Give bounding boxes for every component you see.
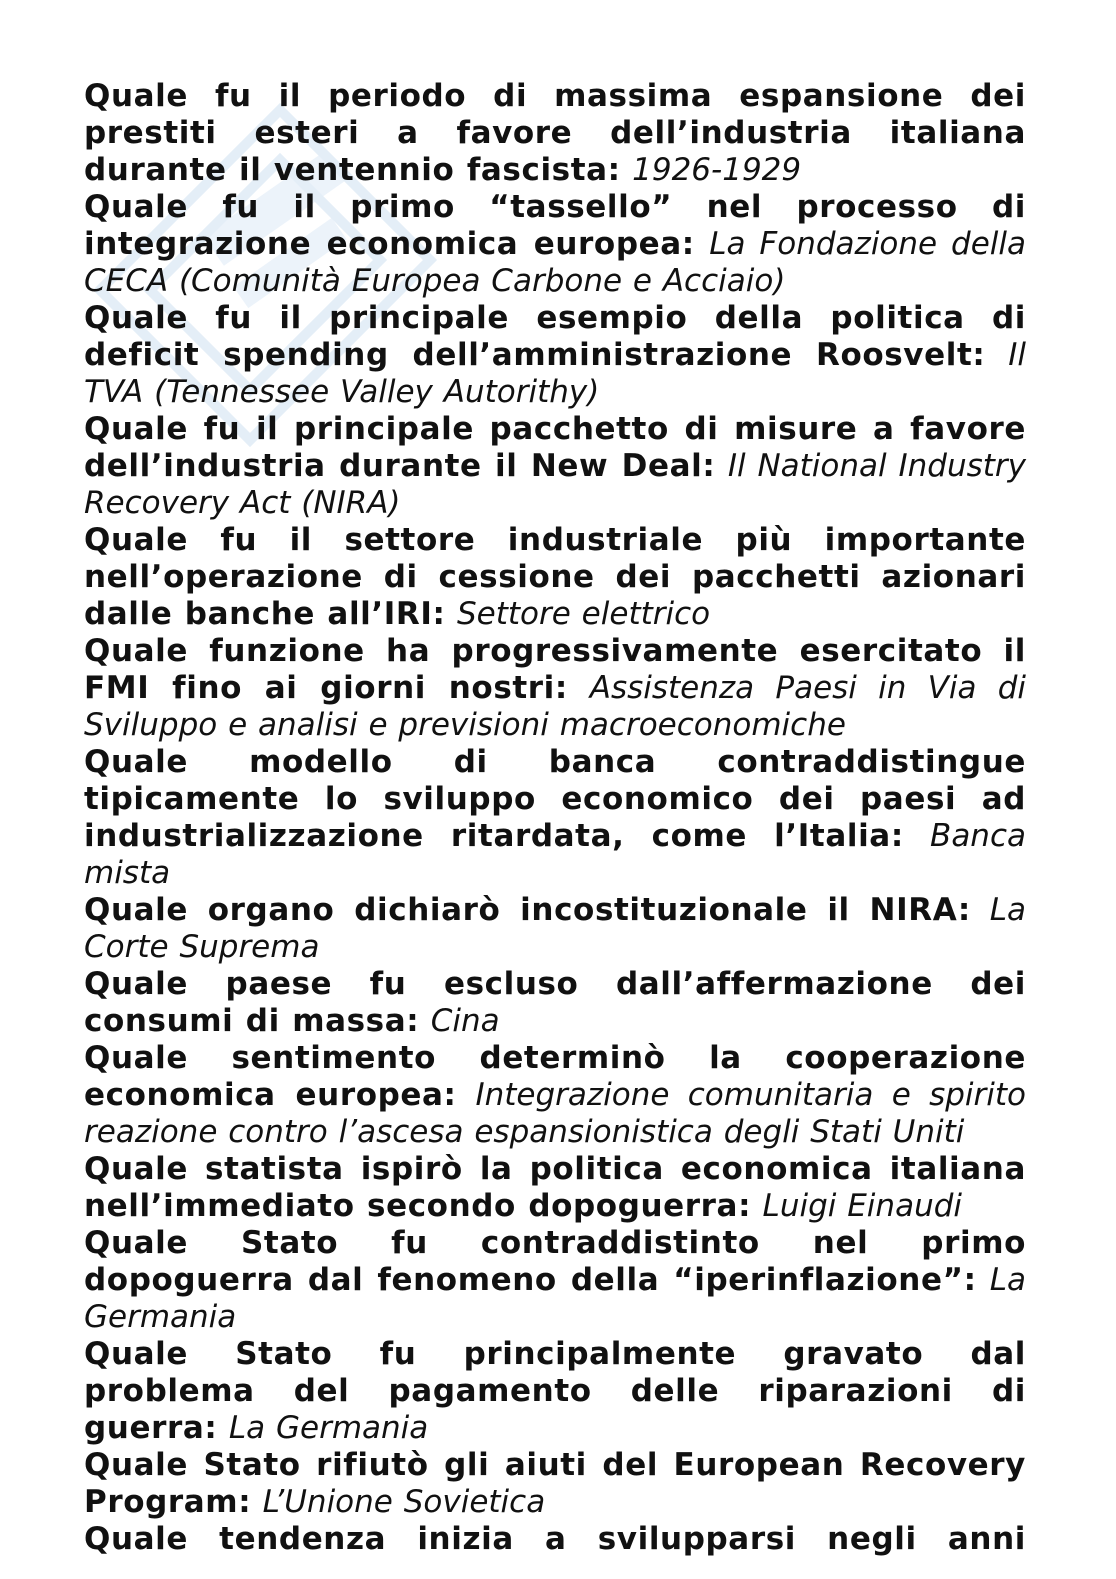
question-text: Quale funzione ha progressivamente esercitato il FMI fino ai giorni nostri: xyxy=(84,633,1026,706)
list-item xyxy=(84,189,1026,300)
answer-text: La Fondazione della CECA (Comunità Europea Carbone e Acciaio) xyxy=(84,226,1026,299)
question-text: Quale paese fu escluso dall’affermazione dei consumi di massa: xyxy=(84,966,1026,1039)
answer-text: Cina xyxy=(430,1003,500,1039)
answer-text: Il National Industry Recovery Act (NIRA) xyxy=(84,448,1026,521)
list-item xyxy=(84,892,1026,966)
question-text: Quale Stato rifiutò gli aiuti del European Recovery Program: xyxy=(84,1447,1026,1520)
question-text: Quale Stato fu principalmente gravato dal problema del pagamento delle riparazioni di guerra: xyxy=(84,1336,1026,1446)
answer-text: L’Unione Sovietica xyxy=(262,1484,546,1520)
answer-text: Assistenza Paesi in Via di Sviluppo e analisi e previsioni macroeconomiche xyxy=(84,670,1026,743)
answer-text: Settore elettrico xyxy=(456,596,711,632)
list-item xyxy=(84,411,1026,522)
qa-list xyxy=(84,78,1026,1558)
question-text: Quale fu il principale pacchetto di misure a favore dell’industria durante il New Deal: xyxy=(84,411,1026,484)
question-text: Quale fu il settore industriale più importante nell’operazione di cessione dei pacchetti azionari dalle banche all’IRI: xyxy=(84,522,1026,632)
answer-text: Integrazione comunitaria e spirito reazione contro l’ascesa espansionistica degli Stati Uniti xyxy=(84,1077,1026,1150)
list-item xyxy=(84,744,1026,892)
question-text: Quale fu il principale esempio della politica di deficit spending dell’amministrazione Roosvelt: xyxy=(84,300,1026,373)
list-item xyxy=(84,78,1026,189)
list-item xyxy=(84,1521,1026,1558)
question-text: Quale tendenza inizia a svilupparsi negli anni xyxy=(84,1521,1026,1557)
answer-text: La Germania xyxy=(84,1262,1026,1335)
question-text: Quale Stato fu contraddistinto nel primo dopoguerra dal fenomeno della “iperinflazione”: xyxy=(84,1225,1026,1298)
list-item xyxy=(84,633,1026,744)
answer-text: Banca mista xyxy=(84,818,1026,891)
list-item xyxy=(84,522,1026,633)
answer-text: 1926-1929 xyxy=(632,152,802,188)
list-item xyxy=(84,1151,1026,1225)
list-item xyxy=(84,1040,1026,1151)
question-text: Quale fu il periodo di massima espansione dei prestiti esteri a favore dell’industria italiana durante il ventennio fascista: xyxy=(84,78,1026,188)
answer-text: La Corte Suprema xyxy=(84,892,1026,965)
answer-text: La Germania xyxy=(228,1410,429,1446)
list-item xyxy=(84,1225,1026,1336)
question-text: Quale statista ispirò la politica economica italiana nell’immediato secondo dopoguerra: xyxy=(84,1151,1026,1224)
question-text: Quale modello di banca contraddistingue tipicamente lo sviluppo economico dei paesi ad industrializzazione ritardata, come l’Italia: xyxy=(84,744,1026,854)
list-item xyxy=(84,1336,1026,1447)
answer-text: Il TVA (Tennessee Valley Autorithy) xyxy=(84,337,1026,410)
list-item xyxy=(84,1447,1026,1521)
question-text: Quale fu il primo “tassello” nel processo di integrazione economica europea: xyxy=(84,189,1026,262)
answer-text: Luigi Einaudi xyxy=(762,1188,963,1224)
question-text: Quale organo dichiarò incostituzionale il NIRA: xyxy=(84,892,971,928)
question-text: Quale sentimento determinò la cooperazione economica europea: xyxy=(84,1040,1026,1113)
list-item xyxy=(84,300,1026,411)
list-item xyxy=(84,966,1026,1040)
